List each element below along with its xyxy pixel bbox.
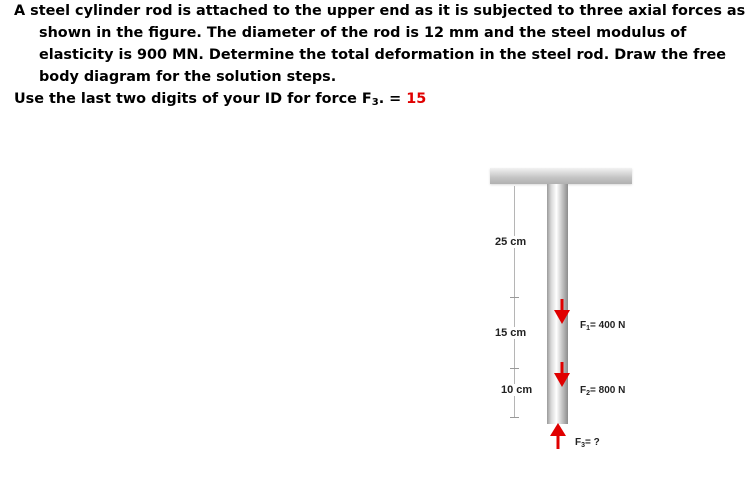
problem-statement: [14, 0, 746, 114]
fixed-support: [490, 168, 632, 184]
force-label-f3: $F_3=$ ?: [575, 437, 600, 449]
id-instruction-subscript: 3: [371, 97, 379, 108]
id-instruction-equals: . =: [378, 91, 407, 107]
problem-line-3: elasticity is 900 MN. Determine the total deformation in the steel rod. Draw the free: [39, 47, 727, 63]
rod-figure: [488, 168, 648, 458]
force-label-f2: $F_2= 800$ N: [580, 385, 626, 397]
problem-line-4: body diagram for the solution steps.: [39, 69, 337, 85]
segment-label-1: 25 cm: [495, 236, 527, 248]
problem-line-1: A steel cylinder rod is attached to the upper end as it is subjected to three axial forces as: [14, 3, 746, 19]
segment-label-3: 10 cm: [501, 384, 533, 396]
id-instruction-text: Use the last two digits of your ID for force F: [14, 91, 372, 107]
force-arrow-f1: [554, 299, 570, 325]
force-arrow-f3: [550, 423, 566, 449]
dimension-tick-3: [510, 417, 519, 418]
problem-line-2: shown in the figure. The diameter of the rod is 12 mm and the steel modulus of: [39, 25, 687, 41]
id-value: 15: [406, 91, 427, 107]
force-arrow-f2: [554, 362, 570, 388]
segment-label-2: 15 cm: [495, 327, 527, 339]
force-label-f1: $F_1= 400$ N: [580, 320, 626, 332]
id-instruction-line: [14, 88, 739, 114]
